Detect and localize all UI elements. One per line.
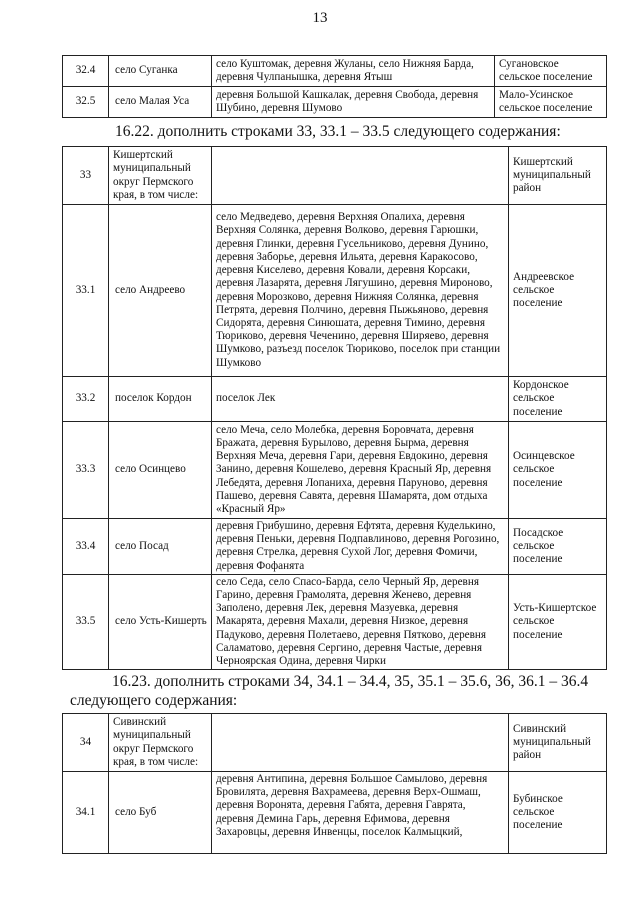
center-name: село Усть-Кишерть: [109, 574, 212, 669]
localities-list: [212, 147, 509, 205]
table-row: [63, 377, 607, 422]
center-name: село Посад: [109, 519, 212, 575]
row-number: 33.4: [63, 519, 109, 575]
settlement-name: Усть-Кишертское сельское поселение: [509, 574, 607, 669]
row-number: 32.5: [63, 87, 109, 118]
localities-list: деревня Антипина, деревня Большое Самылово, деревня Бровилята, деревня Вахрамеева, деревня Верх-Ошмаш, деревня Воронята, деревня Габята, деревня Гаврята, деревня Демина Гарь, деревня Ефимова, деревня Захаровцы, деревня Инвенцы, поселок Калмыцкий,: [212, 772, 509, 854]
settlement-name: Андреевское сельское поселение: [509, 205, 607, 377]
table-row: [63, 56, 607, 87]
settlement-name: Сугановское сельское поселение: [495, 56, 607, 87]
table-header-row: [63, 147, 607, 205]
center-name: село Малая Уса: [109, 87, 212, 118]
localities-list: деревня Грибушино, деревня Ефтята, деревня Куделькино, деревня Пеньки, деревня Подпавлиново, деревня Рогозино, деревня Стрелка, деревня Сухой Лог, деревня Фомичи, деревня Фофанята: [212, 519, 509, 575]
paragraph-line: следующего содержания:: [70, 692, 238, 709]
district-former-name: Сивинский муниципальный район: [509, 714, 607, 772]
kishert-table: [62, 146, 607, 670]
row-number: 33.3: [63, 422, 109, 519]
district-former-name: Кишертский муниципальный район: [509, 147, 607, 205]
settlement-name: Посадское сельское поселение: [509, 519, 607, 575]
table-header-row: [63, 714, 607, 772]
settlement-name: Кордонское сельское поселение: [509, 377, 607, 422]
row-number: 32.4: [63, 56, 109, 87]
settlement-name: Бубинское сельское поселение: [509, 772, 607, 854]
localities-list: поселок Лек: [212, 377, 509, 422]
table-row: [63, 422, 607, 519]
district-name: Сивинский муниципальный округ Пермского края, в том числе:: [109, 714, 212, 772]
center-name: село Буб: [109, 772, 212, 854]
paragraph-line: 16.23. дополнить строками 34, 34.1 – 34.4, 35, 35.1 – 35.6, 36, 36.1 – 36.4: [112, 673, 589, 690]
localities-list: село Медведево, деревня Верхняя Опалиха, деревня Верхняя Солянка, деревня Волково, деревня Гарюшки, деревня Глинки, деревня Гусельниково, деревня Дунино, деревня Заборье, деревня Ильята, деревня Каракосово, деревня Киселево, деревня Ковали, деревня Корсаки, деревня Лазарята, деревня Лягушино, деревня Мироново, деревня Морозково, деревня Нижняя Солянка, деревня Петрята, деревня Полчино, деревня Пыжьяново, деревня Сидорята, деревня Синюшата, деревня Тимино, деревня Тюриково, деревня Чеченино, деревня Ширяево, деревня Шумково, разъезд поселок Тюриково, поселок при станции Шумково: [212, 205, 509, 377]
table-row: [63, 205, 607, 377]
center-name: село Суганка: [109, 56, 212, 87]
localities-list: деревня Большой Кашкалак, деревня Свобода, деревня Шубино, деревня Шумово: [212, 87, 495, 118]
localities-list: [212, 714, 509, 772]
row-number: 33.2: [63, 377, 109, 422]
table-row: [63, 772, 607, 854]
row-number: 33.1: [63, 205, 109, 377]
localities-list: село Седа, село Спасо-Барда, село Черный Яр, деревня Гарино, деревня Грамолята, деревня Женево, деревня Заполено, деревня Лек, деревня Мазуевка, деревня Макарята, деревня Махали, деревня Низкое, деревня Падуково, деревня Полетаево, деревня Пятково, деревня Саламатово, деревня Сергино, деревня Частые, деревня Черноярская Одина, деревня Чирки: [212, 574, 509, 669]
amendment-paragraph: 16.22. дополнить строками 33, 33.1 – 33.5 следующего содержания:: [115, 123, 561, 140]
sivinsky-table: [62, 713, 607, 854]
settlement-name: Осинцевское сельское поселение: [509, 422, 607, 519]
table-row: [63, 519, 607, 575]
row-number: 34: [63, 714, 109, 772]
localities-list: село Куштомак, деревня Жуланы, село Нижняя Барда, деревня Чулпанышка, деревня Ятыш: [212, 56, 495, 87]
center-name: поселок Кордон: [109, 377, 212, 422]
page-number: 13: [312, 10, 328, 26]
center-name: село Андреево: [109, 205, 212, 377]
center-name: село Осинцево: [109, 422, 212, 519]
amendment-paragraph: [70, 672, 612, 710]
row-number: 33.5: [63, 574, 109, 669]
table-row: [63, 87, 607, 118]
row-number: 33: [63, 147, 109, 205]
settlement-name: Мало-Усинское сельское поселение: [495, 87, 607, 118]
settlements-table-continued: [62, 55, 607, 118]
table-row: [63, 574, 607, 669]
localities-list: село Меча, село Молебка, деревня Боровчата, деревня Бражата, деревня Бурылово, деревня Бырма, деревня Верхняя Меча, деревня Гари, деревня Евдокино, деревня Занино, деревня Кошелево, деревня Красный Яр, деревня Лебедята, деревня Лопаниха, деревня Паруново, деревня Пашево, деревня Савята, деревня Шамарята, дом отдыха «Красный Яр»: [212, 422, 509, 519]
district-name: Кишертский муниципальный округ Пермского края, в том числе:: [109, 147, 212, 205]
row-number: 34.1: [63, 772, 109, 854]
